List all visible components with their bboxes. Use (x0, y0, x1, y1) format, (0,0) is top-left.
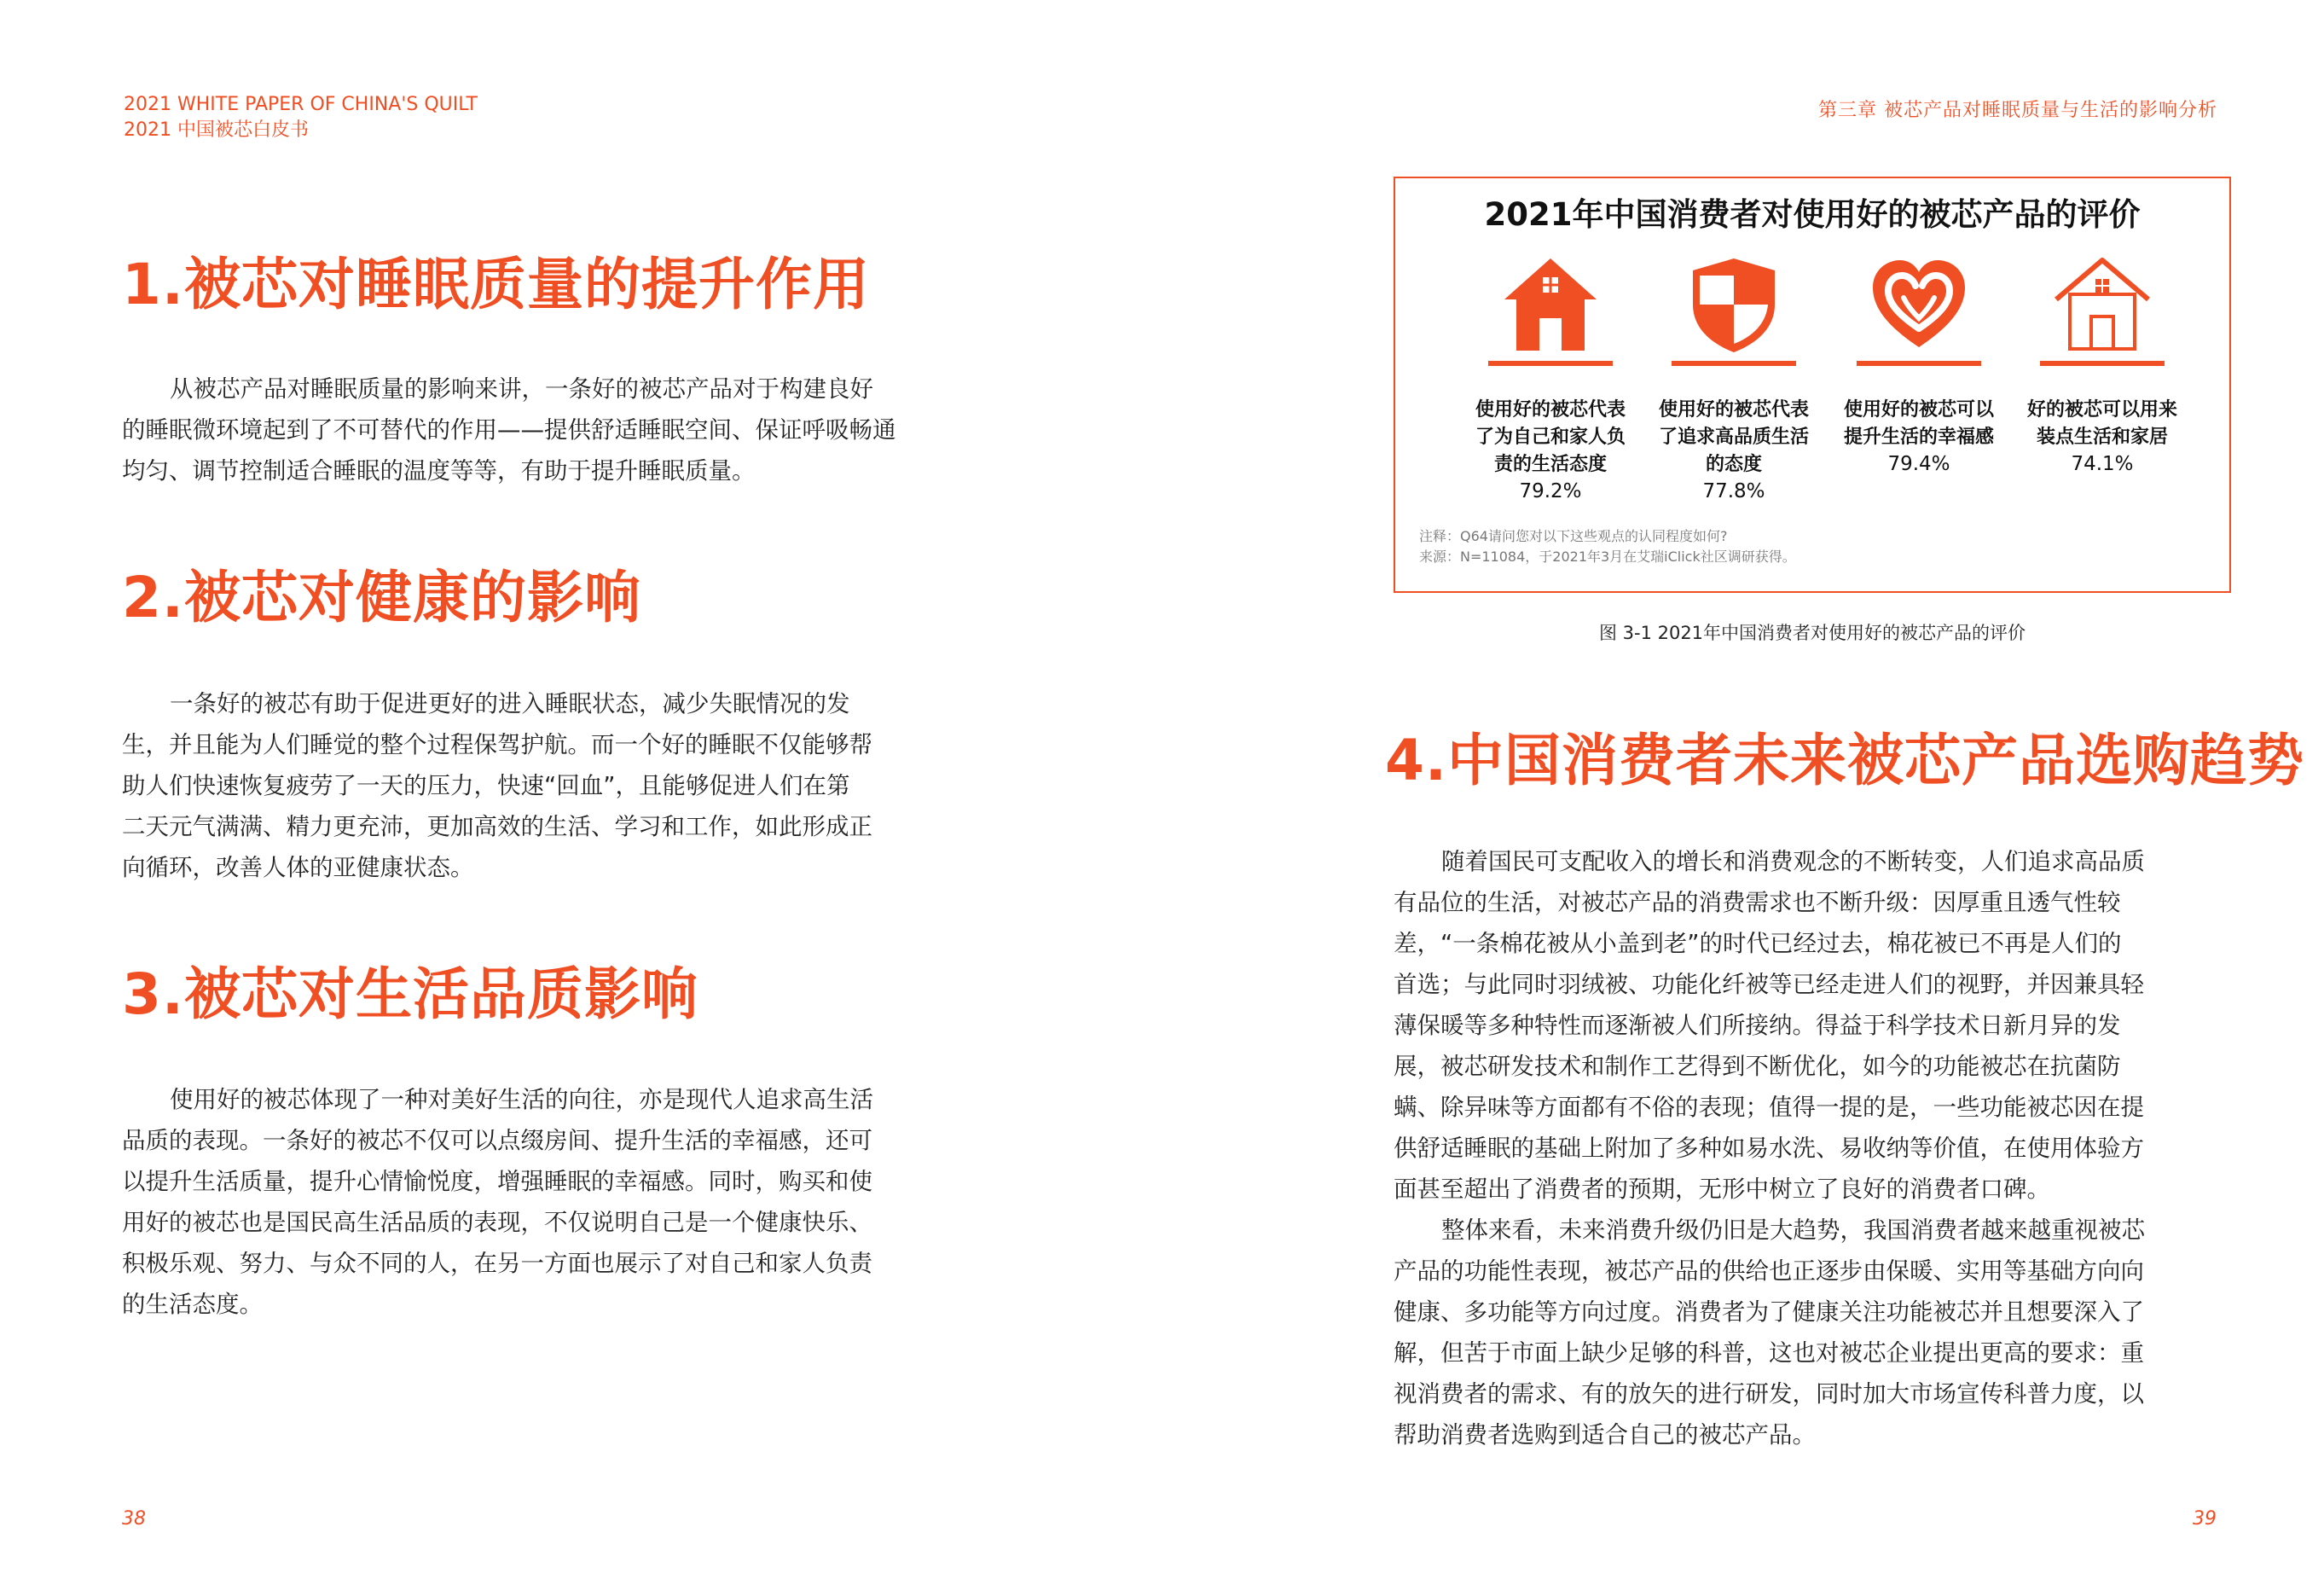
section-paragraph-3: 使用好的被芯体现了一种对美好生活的向往，亦是现代人追求高生活 品质的表现。一条好的被芯不仅可以点缀房间、提升生活的幸福感，还可 以提升生活质量，提升心情愉悦度，增强睡眠的幸福感。同时，购买和使 用好的被芯也是国民高生活品质的表现，不仅说明自己是一个健康快乐、 积极乐观、努力、与众不同的人，在另一方面也展示了对自己和家人负责 的生活态度。 (122, 1086, 873, 1318)
page-number-left: 38 (122, 1508, 146, 1530)
section-paragraph-4: 随着国民可支配收入的增长和消费观念的不断转变，人们追求高品质 有品位的生活，对被芯产品的消费需求也不断升级：因厚重且透气性较 差，“一条棉花被从小盖到老”的时代已经过去，棉花被已不再是人们的 首选；与此同时羽绒被、功能化纤被等已经走进人们的视野，并因兼具轻 薄保暖等多种特性而逐渐被人们所接纳。得益于科学技术日新月异的发 展，被芯研发技术和制作工艺得到不断优化，如今的功能被芯在抗菌防 螨、除异味等方面都有不俗的表现；值得一提的是，一些功能被芯因在提 供舒适睡眠的基础上附加了多种如易水洗、易收纳等价值，在使用体验方 面甚至超出了消费者的预期，无形中树立了良好的消费者口碑。 整体来看，未来消费升级仍旧是大趋势，我国消费者越来越重视被芯 产品的功能性表现，被芯产品的供给也正逐步由保暖、实用等基础方向向 健康、多功能等方向过度。消费者为了健康关注功能被芯并且想要深入了 解，但苦于市面上缺少足够的科普，这也对被芯企业提出更高的要求：重 视消费者的需求、有的放矢的进行研发，同时加大市场宣传科普力度，以 帮助消费者选购到适合自己的被芯产品。 (1394, 848, 2145, 1449)
figure-item-caption: 使用好的被芯代表 了追求高品质生活 的态度 (1658, 399, 1809, 475)
section-heading-1: 1.被芯对睡眠质量的提升作用 (122, 252, 870, 317)
figure-caption: 图 3-1 2021年中国消费者对使用好的被芯产品的评价 (1598, 623, 2026, 643)
heart-icon (1868, 255, 1970, 354)
figure-note: 注释：Q64请问您对以下这些观点的认同程度如何? 来源：N=11084，于2021年3月在艾瑞iClick社区调研获得。 (1419, 528, 1796, 565)
running-header-left (124, 92, 478, 143)
figure-item-percent: 74.1% (2071, 453, 2134, 475)
header-title-en: 2021 WHITE PAPER OF CHINA'S QUILT (124, 94, 478, 115)
figure-item-3 (1834, 255, 2004, 477)
figure-item-caption: 使用好的被芯可以 提升生活的幸福感 (1843, 399, 1994, 448)
header-title-cn: 2021 中国被芯白皮书 (124, 119, 309, 141)
figure-item-percent: 77.8% (1702, 480, 1765, 502)
figure-item-percent: 79.4% (1887, 453, 1950, 475)
home-outline-icon (2051, 255, 2153, 354)
section-heading-2: 2.被芯对健康的影响 (122, 565, 641, 630)
page-number-right: 39 (2193, 1508, 2217, 1530)
section-heading-3: 3.被芯对生活品质影响 (122, 961, 698, 1027)
survey-figure (1394, 177, 2231, 593)
section-heading-4: 4.中国消费者未来被芯产品选购趋势 (1385, 728, 2304, 793)
shield-icon (1683, 255, 1785, 354)
figure-item-caption: 使用好的被芯代表 了为自己和家人负 责的生活态度 (1475, 399, 1626, 475)
figure-item-percent: 79.2% (1519, 480, 1582, 502)
icon-underline (1488, 361, 1613, 366)
house-icon (1499, 255, 1602, 354)
figure-title: 2021年中国消费者对使用好的被芯产品的评价 (1484, 196, 2141, 233)
icon-underline (2040, 361, 2165, 366)
icon-underline (1672, 361, 1796, 366)
figure-item-1 (1465, 255, 1636, 504)
section-paragraph-1: 从被芯产品对睡眠质量的影响来讲，一条好的被芯产品对于构建良好 的睡眠微环境起到了不可替代的作用——提供舒适睡眠空间、保证呼吸畅通 均匀、调节控制适合睡眠的温度等等，有助于提升睡眠质量。 (122, 375, 896, 485)
icon-underline (1857, 361, 1981, 366)
section-paragraph-2: 一条好的被芯有助于促进更好的进入睡眠状态，减少失眠情况的发 生，并且能为人们睡觉的整个过程保驾护航。而一个好的睡眠不仅能够帮 助人们快速恢复疲劳了一天的压力，快速“回血”，且能够促进人们在第 二天元气满满、精力更充沛，更加高效的生活、学习和工作，如此形成正 向循环，改善人体的亚健康状态。 (122, 690, 872, 881)
running-header-right: 第三章 被芯产品对睡眠质量与生活的影响分析 (1818, 100, 2217, 121)
figure-item-4 (2017, 255, 2188, 477)
figure-item-2 (1649, 255, 1819, 504)
figure-item-caption: 好的被芯可以用来 装点生活和家居 (2026, 399, 2177, 448)
